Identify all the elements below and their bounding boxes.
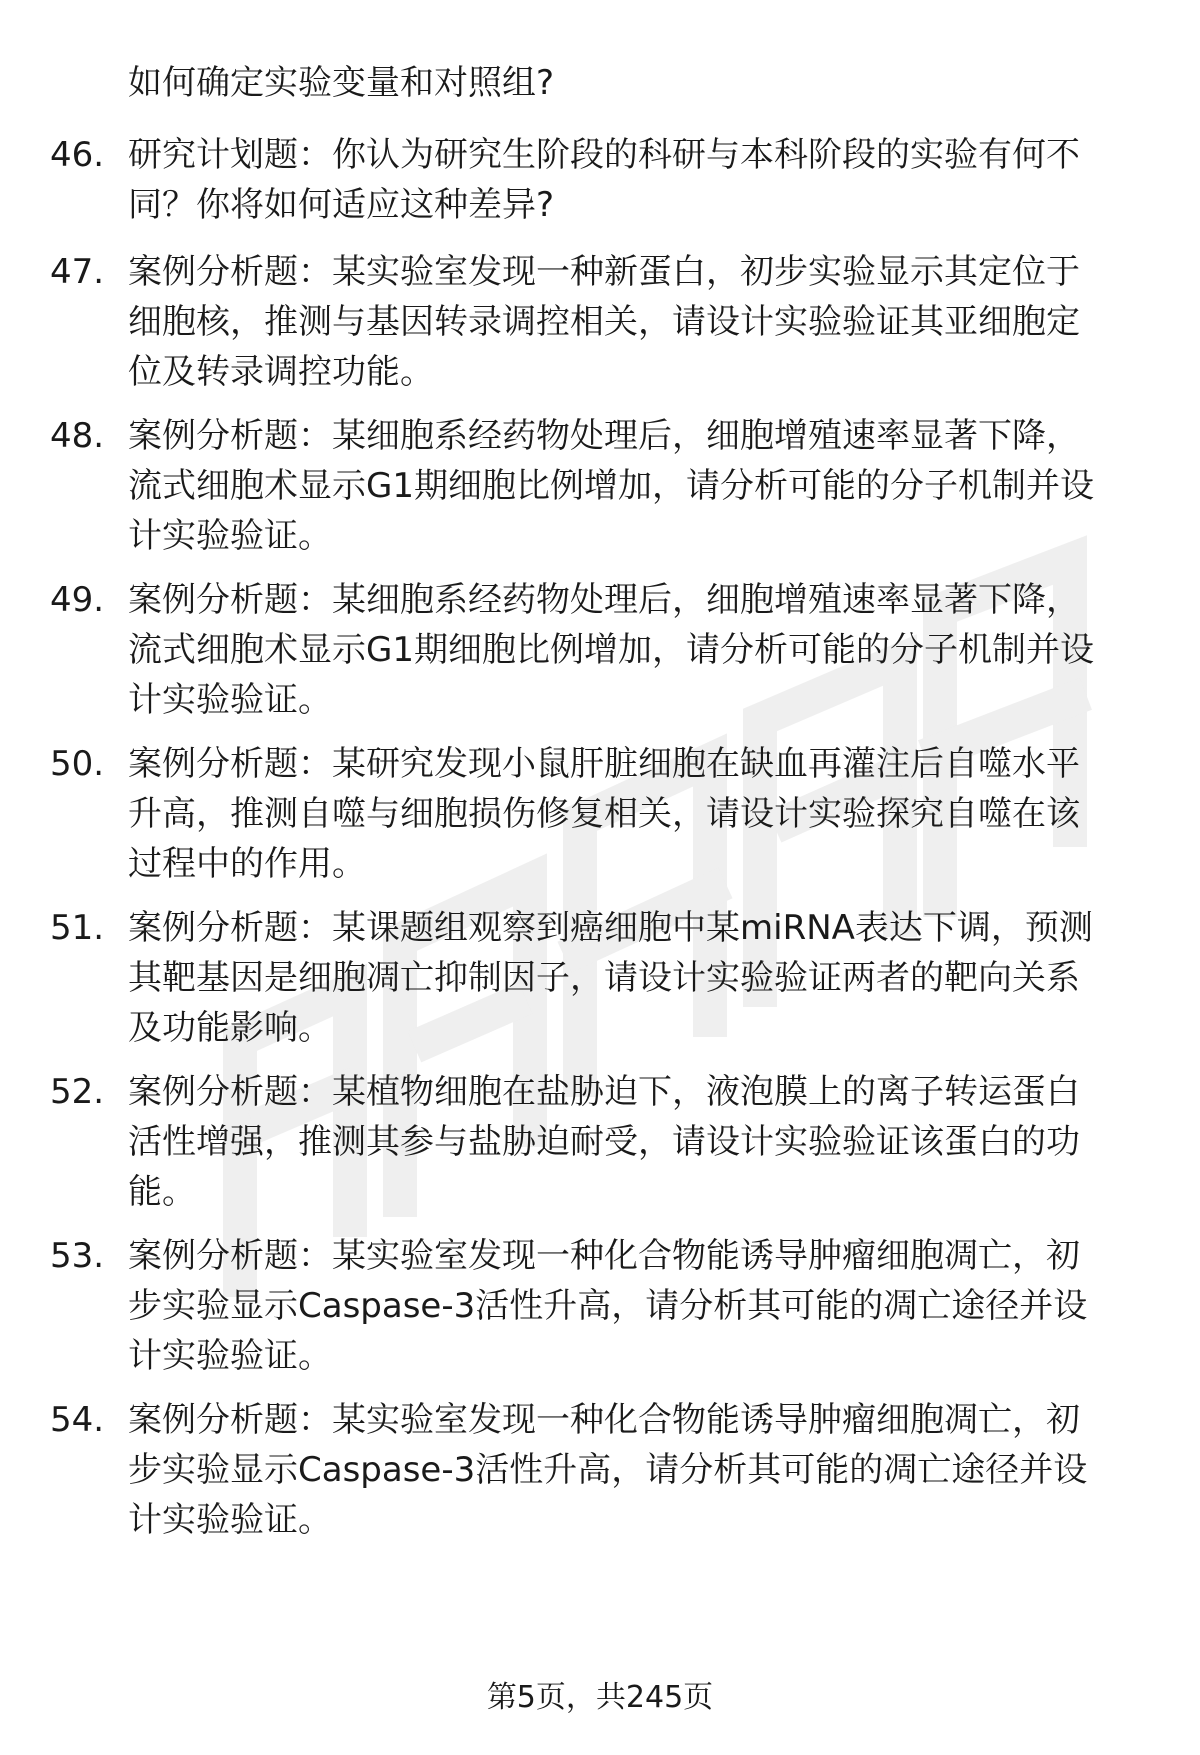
question-item [50, 1231, 1170, 1381]
question-item [50, 130, 1170, 230]
question-number: 47. [50, 252, 105, 292]
question-text: 案例分析题：某实验室发现一种化合物能诱导肿瘤细胞凋亡，初 步实验显示Caspase-3活性升高，请分析其可能的凋亡途径并设 计实验验证。 [128, 1400, 1088, 1540]
question-item [50, 739, 1170, 889]
question-number: 54. [50, 1400, 105, 1440]
question-item [50, 247, 1170, 397]
question-number: 46. [50, 135, 105, 175]
question-text: 案例分析题：某细胞系经药物处理后，细胞增殖速率显著下降， 流式细胞术显示G1期细胞比例增加，请分析可能的分子机制并设 计实验验证。 [128, 416, 1094, 556]
question-item [50, 575, 1170, 725]
question-number: 51. [50, 908, 105, 948]
question-text: 案例分析题：某实验室发现一种化合物能诱导肿瘤细胞凋亡，初 步实验显示Caspase-3活性升高，请分析其可能的凋亡途径并设 计实验验证。 [128, 1236, 1088, 1376]
question-item [50, 903, 1170, 1053]
question-number: 52. [50, 1072, 105, 1112]
question-number: 53. [50, 1236, 105, 1276]
question-number: 50. [50, 744, 105, 784]
question-number: 49. [50, 580, 105, 620]
question-text: 案例分析题：某研究发现小鼠肝脏细胞在缺血再灌注后自噬水平 升高，推测自噬与细胞损伤修复相关，请设计实验探究自噬在该 过程中的作用。 [128, 744, 1080, 884]
continued-question-text: 如何确定实验变量和对照组? [128, 63, 555, 103]
question-text: 案例分析题：某实验室发现一种新蛋白，初步实验显示其定位于 细胞核，推测与基因转录调控相关，请设计实验验证其亚细胞定 位及转录调控功能。 [128, 252, 1080, 392]
question-item [50, 1067, 1170, 1217]
question-text: 案例分析题：某课题组观察到癌细胞中某miRNA表达下调，预测 其靶基因是细胞凋亡抑制因子，请设计实验验证两者的靶向关系 及功能影响。 [128, 908, 1093, 1048]
question-item [50, 1395, 1170, 1545]
page-number-footer: 第5页，共245页 [486, 1680, 714, 1715]
question-text: 研究计划题：你认为研究生阶段的科研与本科阶段的实验有何不 同？你将如何适应这种差异? [128, 135, 1080, 225]
question-text: 案例分析题：某植物细胞在盐胁迫下，液泡膜上的离子转运蛋白 活性增强，推测其参与盐胁迫耐受，请设计实验验证该蛋白的功 能。 [128, 1072, 1080, 1212]
question-number: 48. [50, 416, 105, 456]
question-item [50, 411, 1170, 561]
question-text: 案例分析题：某细胞系经药物处理后，细胞增殖速率显著下降， 流式细胞术显示G1期细胞比例增加，请分析可能的分子机制并设 计实验验证。 [128, 580, 1094, 720]
